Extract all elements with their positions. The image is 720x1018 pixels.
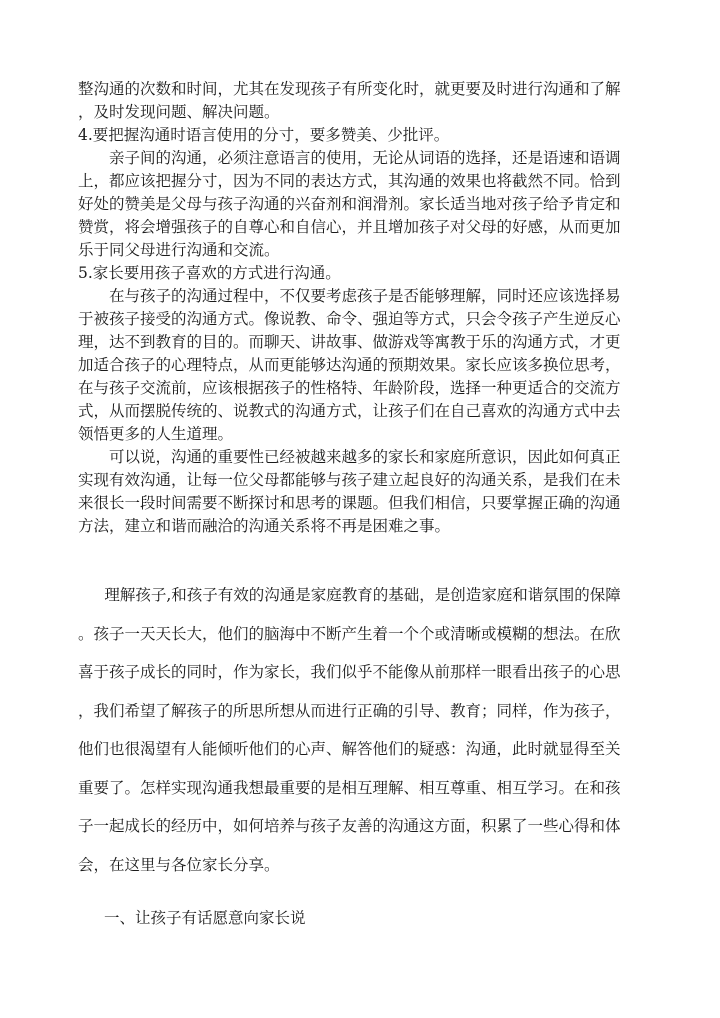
text-line: 他们也很渴望有人能倾听他们的心声、解答他们的疑惑：沟通，此时就显得至关 (78, 740, 621, 758)
text-line: ，我们希望了解孩子的所思所想从而进行正确的引导、教育；同样，作为孩子， (78, 701, 621, 720)
text-line: 式，从而摆脱传统的、说教式的沟通方式，让孩子们在自己喜欢的沟通方式中去 (78, 402, 621, 420)
text-line: 理，达不到教育的目的。而聊天、讲故事、做游戏等寓教于乐的沟通方式，才更 (78, 333, 621, 351)
text-line: 加适合孩子的心理特点，从而更能够达沟通的预期效果。家长应该多换位思考， (78, 356, 621, 374)
text-line: 。孩子一天天长大，他们的脑海中不断产生着一个个或清晰或模糊的想法。在欣 (78, 624, 621, 643)
text-line: 上，都应该把握分寸，因为不同的表达方式，其沟通的效果也将截然不同。恰到 (78, 172, 621, 190)
text-line: 亲子间的沟通，必须注意语言的使用，无论从词语的选择，还是语速和语调 (109, 149, 621, 167)
text-line: 乐于同父母进行沟通和交流。 (78, 241, 280, 259)
text-line: 在与孩子交流前，应该根据孩子的性格特、年龄阶段，选择一种更适合的交流方 (78, 379, 621, 397)
text-line: 重要了。怎样实现沟通我想最重要的是相互理解、相互尊重、相互学习。在和孩 (78, 778, 621, 797)
text-line: 于被孩子接受的沟通方式。像说教、命令、强迫等方式，只会令孩子产生逆反心 (78, 310, 621, 328)
numbered-heading-5: 5.家长要用孩子喜欢的方式进行沟通。 (78, 264, 341, 282)
text-line: 在与孩子的沟通过程中，不仅要考虑孩子是否能够理解，同时还应该选择易 (109, 287, 621, 305)
text-line: 可以说，沟通的重要性已经被越来越多的家长和家庭所意识，因此如何真正 (109, 448, 621, 466)
text-line: ，及时发现问题、解决问题。 (78, 103, 280, 121)
text-line: 会，在这里与各位家长分享。 (78, 855, 280, 874)
text-line: 好处的赞美是父母与孩子沟通的兴奋剂和润滑剂。家长适当地对孩子给予肯定和 (78, 195, 621, 213)
section-heading: 一、让孩子有话愿意向家长说 (104, 909, 306, 927)
numbered-heading-4: 4.要把握沟通时语言使用的分寸，要多赞美、少批评。 (78, 126, 450, 144)
text-line: 赞赏，将会增强孩子的自尊心和自信心，并且增加孩子对父母的好感，从而更加 (78, 218, 621, 236)
text-line: 整沟通的次数和时间，尤其在发现孩子有所变化时，就更要及时进行沟通和了解 (78, 80, 621, 98)
text-line: 理解孩子,和孩子有效的沟通是家庭教育的基础，是创造家庭和谐氛围的保障 (104, 586, 621, 604)
text-line: 来很长一段时间需要不断探讨和思考的课题。但我们相信，只要掌握正确的沟通 (78, 494, 621, 512)
text-line: 方法，建立和谐而融洽的沟通关系将不再是困难之事。 (78, 517, 451, 535)
text-line: 领悟更多的人生道理。 (78, 425, 234, 443)
text-line: 喜于孩子成长的同时，作为家长，我们似乎不能像从前那样一眼看出孩子的心思 (78, 663, 621, 681)
text-line: 子一起成长的经历中，如何培养与孩子友善的沟通这方面，积累了一些心得和体 (78, 817, 621, 835)
section-2 (78, 576, 642, 884)
text-line: 实现有效沟通，让每一位父母都能够与孩子建立起良好的沟通关系，是我们在未 (78, 471, 621, 489)
section-1 (78, 78, 642, 538)
